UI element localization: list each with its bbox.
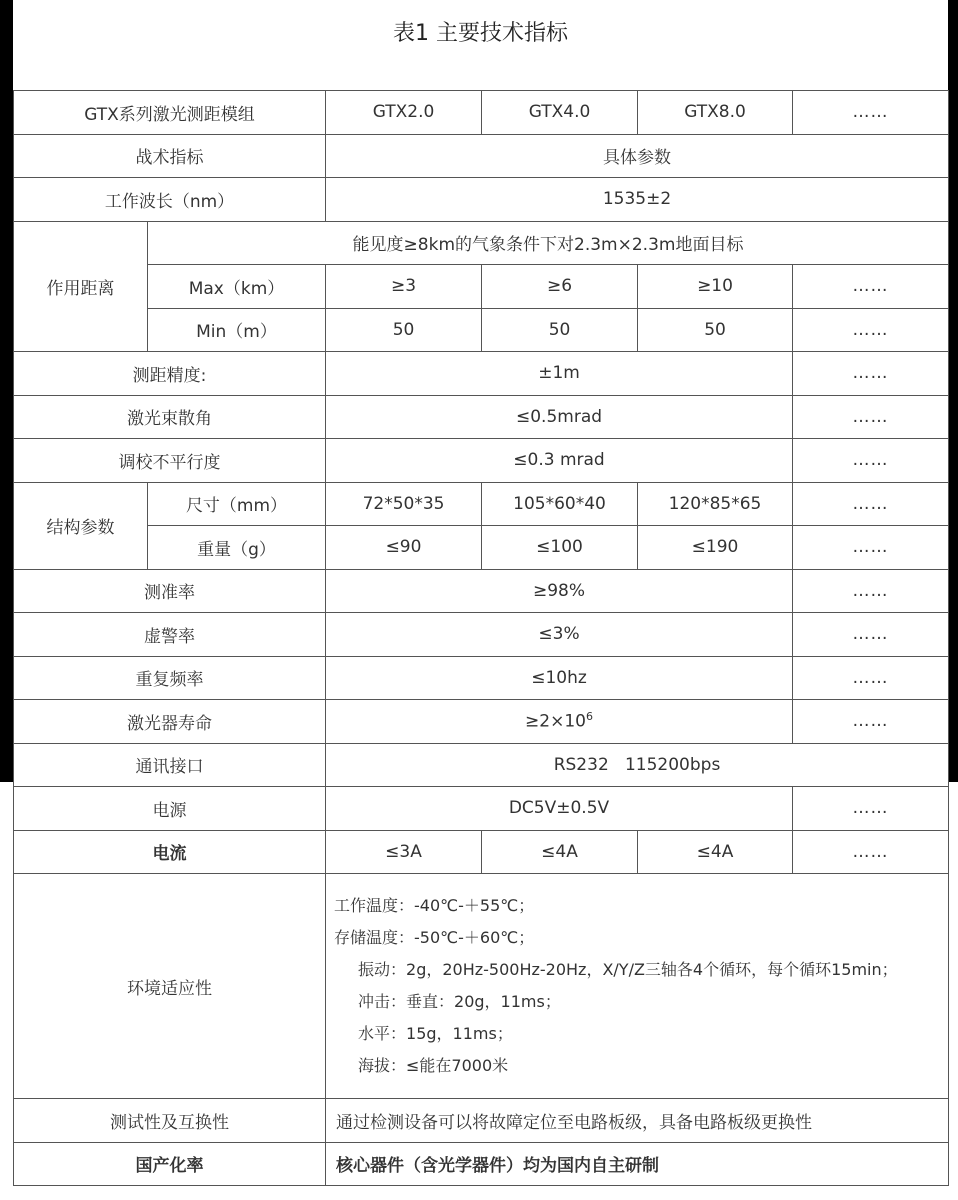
model-gtx4: GTX4.0 (482, 91, 638, 135)
env-line: 振动：2g，20Hz-500Hz-20Hz，X/Y/Z三轴各4个循环，每个循环15min； (358, 960, 898, 979)
table-title: 表1 主要技术指标 (393, 21, 568, 46)
more-cell: …… (793, 308, 949, 352)
divergence-label: 激光束散角 (14, 395, 326, 439)
size-value: 105*60*40 (482, 482, 638, 526)
more-cell: …… (793, 482, 949, 526)
weight-value: ≤100 (482, 526, 638, 570)
env-line: 海拔：≤能在7000米 (358, 1056, 509, 1075)
range-max-value: ≥6 (482, 265, 638, 309)
structure-label: 结构参数 (14, 482, 148, 569)
accuracy-rate-label: 测准率 (14, 569, 326, 613)
more-cell: …… (793, 395, 949, 439)
table-row (14, 395, 949, 439)
accuracy-rate-value: ≥98% (326, 569, 793, 613)
more-cell: …… (793, 830, 949, 874)
accuracy-value: ±1m (326, 352, 793, 396)
more-cell: …… (793, 787, 949, 831)
localization-label: 国产化率 (14, 1142, 326, 1186)
model-gtx8: GTX8.0 (638, 91, 793, 135)
env-line: 冲击：垂直：20g，11ms； (358, 992, 561, 1011)
current-label: 电流 (14, 830, 326, 874)
size-value: 72*50*35 (326, 482, 482, 526)
table-row (14, 526, 949, 570)
range-max-value: ≥10 (638, 265, 793, 309)
spec-table (13, 90, 949, 1186)
series-name: GTX系列激光测距模组 (14, 91, 326, 135)
header-row (14, 91, 949, 135)
model-gtx2: GTX2.0 (326, 91, 482, 135)
table-row (14, 656, 949, 700)
environment-label: 环境适应性 (14, 874, 326, 1099)
more-cell: …… (793, 569, 949, 613)
table-row (14, 482, 949, 526)
env-line: 存储温度：-50℃-＋60℃； (334, 928, 535, 947)
more-cell: …… (793, 656, 949, 700)
parallelism-value: ≤0.3 mrad (326, 439, 793, 483)
weight-value: ≤190 (638, 526, 793, 570)
more-cell: …… (793, 526, 949, 570)
table-row (14, 134, 949, 178)
left-dark-border (0, 0, 13, 782)
more-cell: …… (793, 613, 949, 657)
table-row (14, 569, 949, 613)
weight-label: 重量（g） (148, 526, 326, 570)
more-models: …… (793, 91, 949, 135)
current-value: ≤4A (482, 830, 638, 874)
life-value (326, 700, 793, 744)
frequency-label: 重复频率 (14, 656, 326, 700)
table-row (14, 787, 949, 831)
more-cell: …… (793, 439, 949, 483)
life-base: ≥2×10 (525, 712, 586, 733)
environment-value (326, 874, 949, 1099)
table-row (14, 874, 949, 1099)
range-max-value: ≥3 (326, 265, 482, 309)
testability-value: 通过检测设备可以将故障定位至电路板级，具备电路板级更换性 (326, 1099, 949, 1143)
accuracy-label: 测距精度: (14, 352, 326, 396)
false-alarm-label: 虚警率 (14, 613, 326, 657)
table-row (14, 700, 949, 744)
wavelength-value: 1535±2 (326, 178, 949, 222)
table-row (14, 439, 949, 483)
range-max-label: Max（km） (148, 265, 326, 309)
table-row (14, 352, 949, 396)
range-label: 作用距离 (14, 221, 148, 352)
range-min-value: 50 (638, 308, 793, 352)
size-value: 120*85*65 (638, 482, 793, 526)
current-value: ≤4A (638, 830, 793, 874)
localization-value: 核心器件（含光学器件）均为国内自主研制 (326, 1142, 949, 1186)
current-value: ≤3A (326, 830, 482, 874)
table-row (14, 1142, 949, 1186)
false-alarm-value: ≤3% (326, 613, 793, 657)
table-row (14, 1099, 949, 1143)
interface-label: 通讯接口 (14, 743, 326, 787)
more-cell: …… (793, 352, 949, 396)
table-row (14, 221, 949, 265)
table-row (14, 743, 949, 787)
wavelength-label: 工作波长（nm） (14, 178, 326, 222)
size-label: 尺寸（mm） (148, 482, 326, 526)
weight-value: ≤90 (326, 526, 482, 570)
table-row (14, 265, 949, 309)
tactical-value: 具体参数 (326, 134, 949, 178)
env-line: 水平：15g，11ms； (358, 1024, 513, 1043)
interface-value: RS232 115200bps (326, 743, 949, 787)
tactical-label: 战术指标 (14, 134, 326, 178)
divergence-value: ≤0.5mrad (326, 395, 793, 439)
more-cell: …… (793, 265, 949, 309)
range-min-label: Min（m） (148, 308, 326, 352)
parallelism-label: 调校不平行度 (14, 439, 326, 483)
testability-label: 测试性及互换性 (14, 1099, 326, 1143)
right-dark-border (948, 0, 958, 782)
table-row (14, 613, 949, 657)
life-exponent: 6 (585, 710, 593, 724)
title-area (13, 0, 948, 90)
life-label: 激光器寿命 (14, 700, 326, 744)
power-label: 电源 (14, 787, 326, 831)
table-row (14, 830, 949, 874)
frequency-value: ≤10hz (326, 656, 793, 700)
more-cell: …… (793, 700, 949, 744)
power-value: DC5V±0.5V (326, 787, 793, 831)
table-row (14, 178, 949, 222)
env-line: 工作温度：-40℃-＋55℃； (334, 896, 535, 915)
table-row (14, 308, 949, 352)
range-min-value: 50 (482, 308, 638, 352)
range-min-value: 50 (326, 308, 482, 352)
range-condition: 能见度≥8km的气象条件下对2.3m×2.3m地面目标 (148, 221, 949, 265)
